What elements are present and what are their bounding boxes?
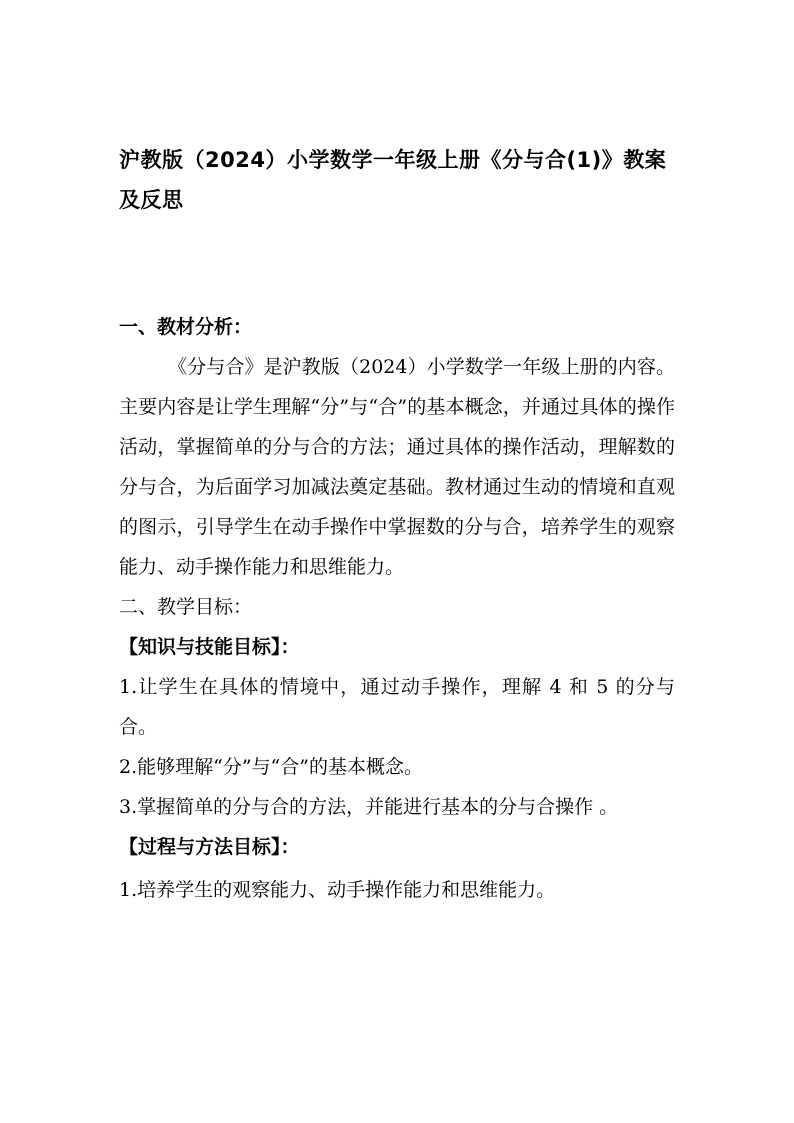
list-item-knowledge-2: 2.能够理解“分”与“合”的基本概念。 — [119, 756, 423, 778]
list-item-knowledge-1: 1.让学生在具体的情境中，通过动手操作，理解 4 和 5 的分与合。 — [119, 676, 675, 738]
document-body — [119, 307, 675, 910]
list-item-process-1: 1.培养学生的观察能力、动手操作能力和思维能力。 — [119, 879, 556, 901]
document-title: 沪教版（2024）小学数学一年级上册《分与合(1)》教案及反思 — [119, 148, 667, 212]
list-item-knowledge-3: 3.掌握简单的分与合的方法，并能进行基本的分与合操作 。 — [119, 796, 619, 818]
subsection-heading-process-method: 【过程与方法目标】： — [119, 836, 300, 858]
subsection-heading-knowledge-skills: 【知识与技能目标】： — [119, 636, 300, 658]
section-heading-textbook-analysis: 一、教材分析： — [119, 316, 253, 338]
textbook-analysis-paragraph: 《分与合》是沪教版（2024）小学数学一年级上册的内容。主要内容是让学生理解“分”与“合”的基本概念，并通过具体的操作活动，掌握简单的分与合的方法；通过具体的操作活动，理解数的分与合，为后面学习加减法奠定基础。教材通过生动的情境和直观的图示，引导学生在动手操作中掌握数的分与合，培养学生的观察能力、动手操作能力和思维能力。 — [119, 356, 675, 578]
section-heading-teaching-goals: 二、教学目标： — [119, 596, 253, 618]
